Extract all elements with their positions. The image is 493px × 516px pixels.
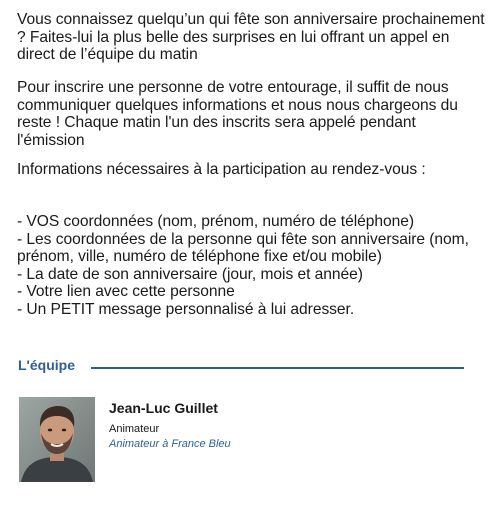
member-name[interactable]: Jean-Luc Guillet [109,400,218,416]
list-item: - Votre lien avec cette personne [17,283,235,301]
team-section-header [18,357,464,377]
intro-paragraph-1: Vous connaissez quelqu’un qui fête son anniversaire prochainement ? Faites-lui la plus belle des surprises en lui offrant un appel en direct de l’équipe du matin [17,11,485,64]
requirements-list [17,213,485,319]
section-divider [91,367,464,369]
intro-paragraph-2: Pour inscrire une personne de votre entourage, il suffit de nous communiquer quelques informations et nous nous chargeons du reste ! Chaque matin l'un des inscrits sera appelé pendant l'émission [17,79,458,149]
team-title: L'équipe [18,357,75,373]
member-station: Animateur à France Bleu [109,438,231,450]
info-heading: Informations nécessaires à la participation au rendez-vous : [17,161,426,178]
team-member-card[interactable] [19,397,459,482]
list-item: - La date de son anniversaire (jour, mois et année) [17,265,363,283]
list-item: - Un PETIT message personnalisé à lui adresser. [17,300,355,318]
avatar[interactable] [19,397,95,482]
member-role: Animateur [109,423,160,435]
person-photo-icon [19,397,95,482]
list-item: - Les coordonnées de la personne qui fête son anniversaire (nom, prénom, ville, numéro de téléphone fixe et/ou mobile) [17,230,469,266]
list-item: - VOS coordonnées (nom, prénom, numéro de téléphone) [17,213,414,230]
